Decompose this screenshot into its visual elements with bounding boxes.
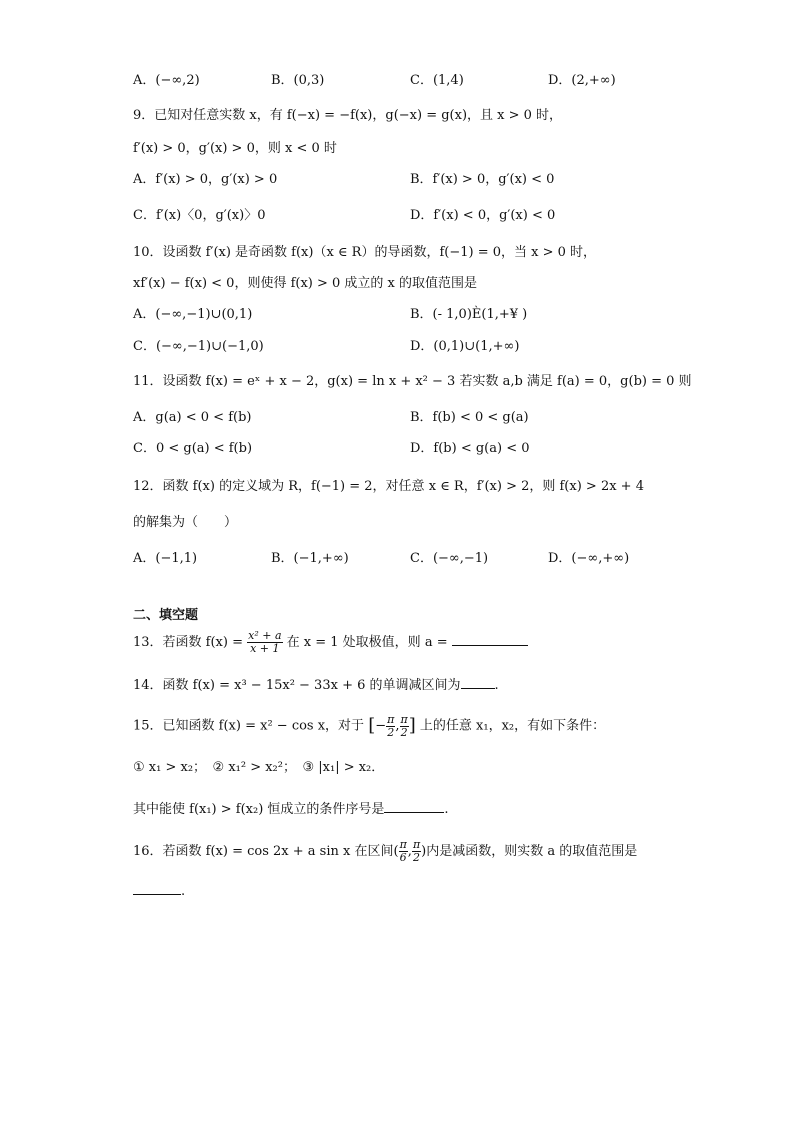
q16-end: .: [181, 884, 186, 899]
q15-line3: [133, 800, 449, 819]
q15-right-two: 2: [400, 725, 408, 739]
q8-option-b: B．(0,3): [271, 73, 325, 88]
q12-option-b: B．(−1,+∞): [271, 551, 349, 566]
q12-option-c: C．(−∞,−1): [410, 551, 489, 566]
q13-suffix: 在 x = 1 处取极值，则 a =: [286, 635, 448, 650]
q14-stem: [133, 676, 499, 695]
q16-stem: 16．若函数 f(x) = cos 2x + a sin x 在区间( $\frac{\pi}{6}$ , $\frac{\pi}{2}$ )内是减函数，则实数 a 的取值范围是: [133, 838, 638, 864]
q15-end: .: [444, 802, 449, 817]
q9-stem-line1: 9．已知对任意实数 x，有 f(−x) = −f(x)，g(−x) = g(x)，且 x > 0 时，: [133, 108, 563, 123]
q11-stem-line1: 11．设函数 f(x) = eˣ + x − 2，g(x) = ln x + x² − 3 若实数 a,b 满足 f(a) = 0，g(b) = 0 则: [133, 374, 692, 389]
q14-text: 14．函数 f(x) = x³ − 15x² − 33x + 6 的单调减区间为: [133, 678, 461, 693]
q13-answer-blank[interactable]: [452, 633, 528, 646]
q12-option-a: A．(−1,1): [133, 551, 198, 566]
q15-right-bound: [400, 714, 409, 739]
section-heading-fill-in: 二、填空题: [133, 608, 199, 623]
q11-option-b: B．f(b) < 0 < g(a): [410, 410, 529, 425]
q15-minus: −: [375, 718, 387, 734]
q9-stem-line2: f′(x) > 0，g′(x) > 0，则 x < 0 时: [133, 141, 337, 156]
q15-stem: 15．已知函数 f(x) = x² − cos x，对于 [− $\frac{\pi}{2}$ , $\frac{\pi}{2}$ ] 上的任意 x₁，x₂，有如下条件：: [133, 712, 606, 739]
q13-stem: [133, 630, 528, 656]
q15-left-two: 2: [387, 725, 395, 739]
q10-option-b: B．(- 1,0)È(1,+¥ ): [410, 307, 528, 322]
q14-answer-blank[interactable]: [461, 676, 495, 689]
q15-conditions: ① x₁ > x₂； ② x₁² > x₂²； ③ |x₁| > x₂．: [133, 760, 385, 775]
q8-option-a: A．(−∞,2): [133, 73, 200, 88]
q15-left-bracket: [: [368, 715, 376, 736]
q16-suffix: 内是减函数，则实数 a 的取值范围是: [426, 844, 638, 859]
q11-option-a: A．g(a) < 0 < f(b): [133, 410, 252, 425]
q10-stem-line2: xf′(x) − f(x) < 0，则使得 f(x) > 0 成立的 x 的取值范围是: [133, 276, 478, 291]
q15-suffix: 上的任意 x₁，x₂，有如下条件：: [419, 718, 606, 734]
q13-fraction-denominator: x + 1: [250, 642, 280, 655]
q10-option-c: C．(−∞,−1)∪(−1,0): [133, 339, 264, 354]
q15-right-bracket: ]: [408, 715, 416, 736]
q16-right-two: 2: [413, 851, 421, 864]
q16-answer-blank[interactable]: [133, 882, 181, 895]
q15-left-pi: π: [387, 712, 395, 726]
q16-answer-line: [133, 882, 185, 901]
q15-prefix: 15．已知函数 f(x) = x² − cos x，对于: [133, 718, 365, 734]
q13-prefix: 13．若函数 f(x) =: [133, 635, 248, 650]
q15-right-pi: π: [400, 712, 408, 726]
q10-stem-line1: 10．设函数 f′(x) 是奇函数 f(x)（x ∈ R）的导函数，f(−1) = 0，当 x > 0 时，: [133, 245, 597, 260]
q16-right-pi: π: [412, 838, 421, 851]
q13-fraction-numerator: x² + a: [248, 629, 282, 642]
q10-option-a: A．(−∞,−1)∪(0,1): [133, 307, 253, 322]
q16-left-six: 6: [399, 851, 407, 864]
q15-left-bound: [386, 714, 395, 739]
q16-left-pi: π: [399, 838, 407, 851]
q11-option-d: D．f(b) < g(a) < 0: [410, 441, 530, 456]
q9-option-c: C．f′(x)〈0，g′(x)〉0: [133, 208, 266, 223]
q14-end: .: [494, 678, 499, 693]
q9-option-b: B．f′(x) > 0，g′(x) < 0: [410, 172, 555, 187]
q16-left-bound: [399, 839, 408, 864]
q8-option-c: C．(1,4): [410, 73, 464, 88]
q12-option-d: D．(−∞,+∞): [548, 551, 630, 566]
q8-option-d: D．(2,+∞): [548, 73, 616, 88]
q13-fraction: [247, 630, 282, 655]
q11-option-c: C．0 < g(a) < f(b): [133, 441, 253, 456]
q12-stem-line2: 的解集为（ ）: [133, 515, 238, 530]
q15-answer-blank[interactable]: [384, 800, 444, 813]
q9-option-d: D．f′(x) < 0，g′(x) < 0: [410, 208, 556, 223]
q10-option-d: D．(0,1)∪(1,+∞): [410, 339, 520, 354]
q9-option-a: A．f′(x) > 0，g′(x) > 0: [133, 172, 278, 187]
q16-right-bound: [412, 839, 421, 864]
q15-question: 其中能使 f(x₁) > f(x₂) 恒成立的条件序号是: [133, 802, 385, 817]
q12-stem-line1: 12．函数 f(x) 的定义域为 R，f(−1) = 2，对任意 x ∈ R，f′(x) > 2，则 f(x) > 2x + 4: [133, 479, 644, 494]
q16-prefix: 16．若函数 f(x) = cos 2x + a sin x 在区间: [133, 844, 394, 859]
